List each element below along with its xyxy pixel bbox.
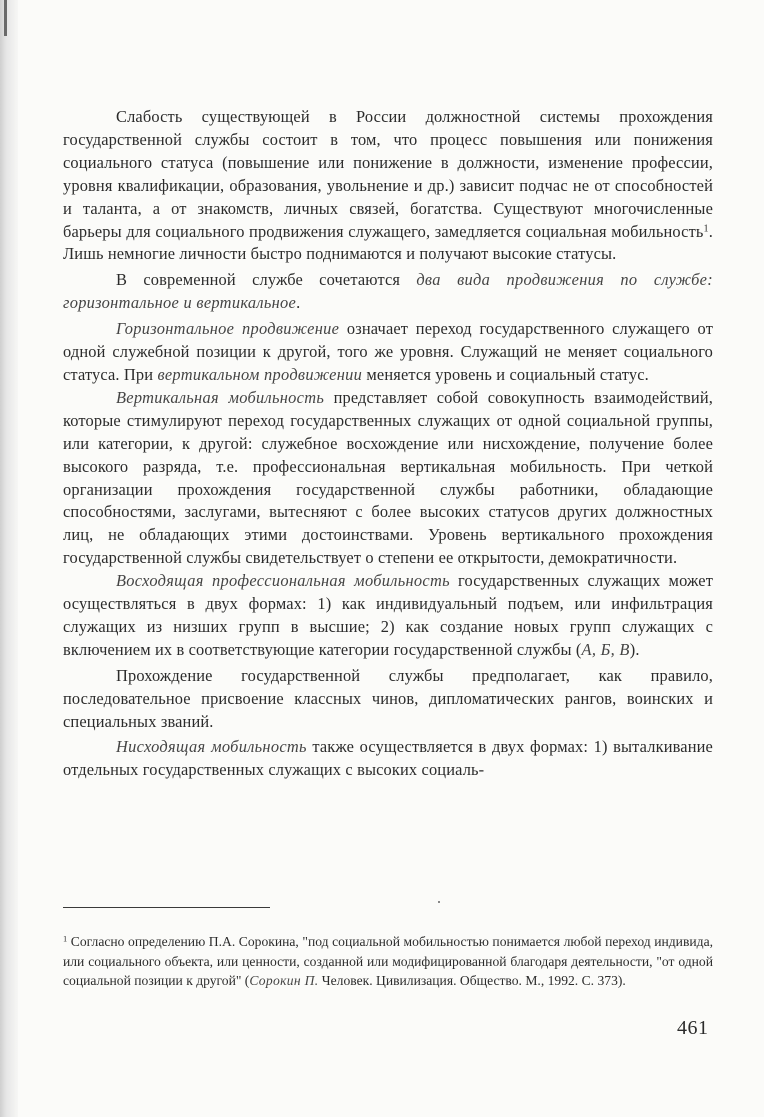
paragraph [63, 269, 713, 315]
text-run: Человек. Цивилизация. Общество. М., 1992. С. 373). [318, 973, 626, 988]
text-run: государственных служащих может осуществляться в двух формах: 1) как индивидуальный подъем, или инфильтрация служащих из низших групп в высшие; 2) как создание новых групп служащих с включением их в соответствующие категории государственной службы ( [63, 571, 714, 659]
footnote-divider [63, 907, 270, 908]
scan-speck [438, 901, 440, 903]
italic-term: Горизонтальное продвижение [116, 319, 340, 339]
paragraph [63, 665, 713, 734]
text-run: означает переход государственного служащего от одной служебной позиции к другой, того же уровня. Служащий не меняет социального статуса. При [63, 319, 714, 384]
paragraph [63, 106, 713, 266]
text-run: В современной службе сочетаются [116, 270, 417, 290]
paragraph [63, 318, 713, 387]
page-number: 461 [677, 1017, 709, 1039]
text-run: Слабость существующей в России должностной системы прохождения государственной службы состоит в том, что процесс повышения или понижения социального статуса (повышение или понижение в должности, изменение профессии, уровня квалификации, образования, увольнение и др.) зависит подчас не от способностей и таланта, а от знакомств, личных связей, богатства. Существуют многочисленные барьеры для социального продвижения служащего, замедляется социальная мобильность [63, 107, 713, 241]
footnote-ref: 1 [703, 222, 709, 234]
text-run: меняется уровень и социальный статус. [362, 364, 649, 384]
text-run: ). [629, 639, 640, 659]
text-run: Согласно определению П.А. Сорокина, "под социальной мобильностью понимается любой переход индивида, или социального объекта, или ценности, созданной или модифицированной благодаря деятельности, "от одной социальной позиции к другой" ( [63, 934, 713, 988]
italic-term: Вертикальная мобильность [116, 387, 325, 407]
binding-mark [4, 0, 7, 36]
text-run: . Лишь немногие личности быстро поднимаются и получают высокие статусы. [63, 221, 713, 264]
italic-term: Сорокин П. [249, 973, 319, 988]
italic-term: Восходящая профессиональная мобильность [116, 571, 450, 591]
spine-shadow [0, 0, 18, 1117]
footnote-ref: 1 [63, 933, 68, 944]
text-run: Прохождение государственной службы предполагает, как правило, последовательное присвоение классных чинов, дипломатических рангов, воинских и специальных званий. [63, 665, 713, 731]
paragraph [63, 387, 713, 570]
text-run: представляет собой совокупность взаимодействий, которые стимулируют переход государственных служащих от одной социальной группы, или категории, к другой: служебное восхождение или нисхождение, получение более высокого разряда, т.е. профессиональная вертикальная мобильность. При четкой организации прохождения государственной службы работники, обладающие способностями, заслугами, вытесняют с более высоких статусов других должностных лиц, не обладающих этими достоинствами. Уровень вертикального прохождения государственной службы свидетельствует о степени ее открытости, демократичности. [63, 387, 713, 568]
text-run: также осуществляется в двух формах: 1) выталкивание отдельных государственных служащих с высоких социаль- [63, 737, 713, 780]
footnote [63, 932, 713, 991]
main-text [63, 106, 713, 782]
paragraph [63, 570, 713, 662]
italic-term: А, Б, В [581, 639, 630, 659]
paragraph [63, 736, 713, 782]
italic-term: Нисходящая мобильность [116, 737, 307, 757]
italic-term: два вида продвижения по службе: горизонтальное и вертикальное [63, 270, 714, 313]
text-run: . [296, 293, 301, 313]
italic-term: вертикальном продвижении [157, 364, 363, 384]
